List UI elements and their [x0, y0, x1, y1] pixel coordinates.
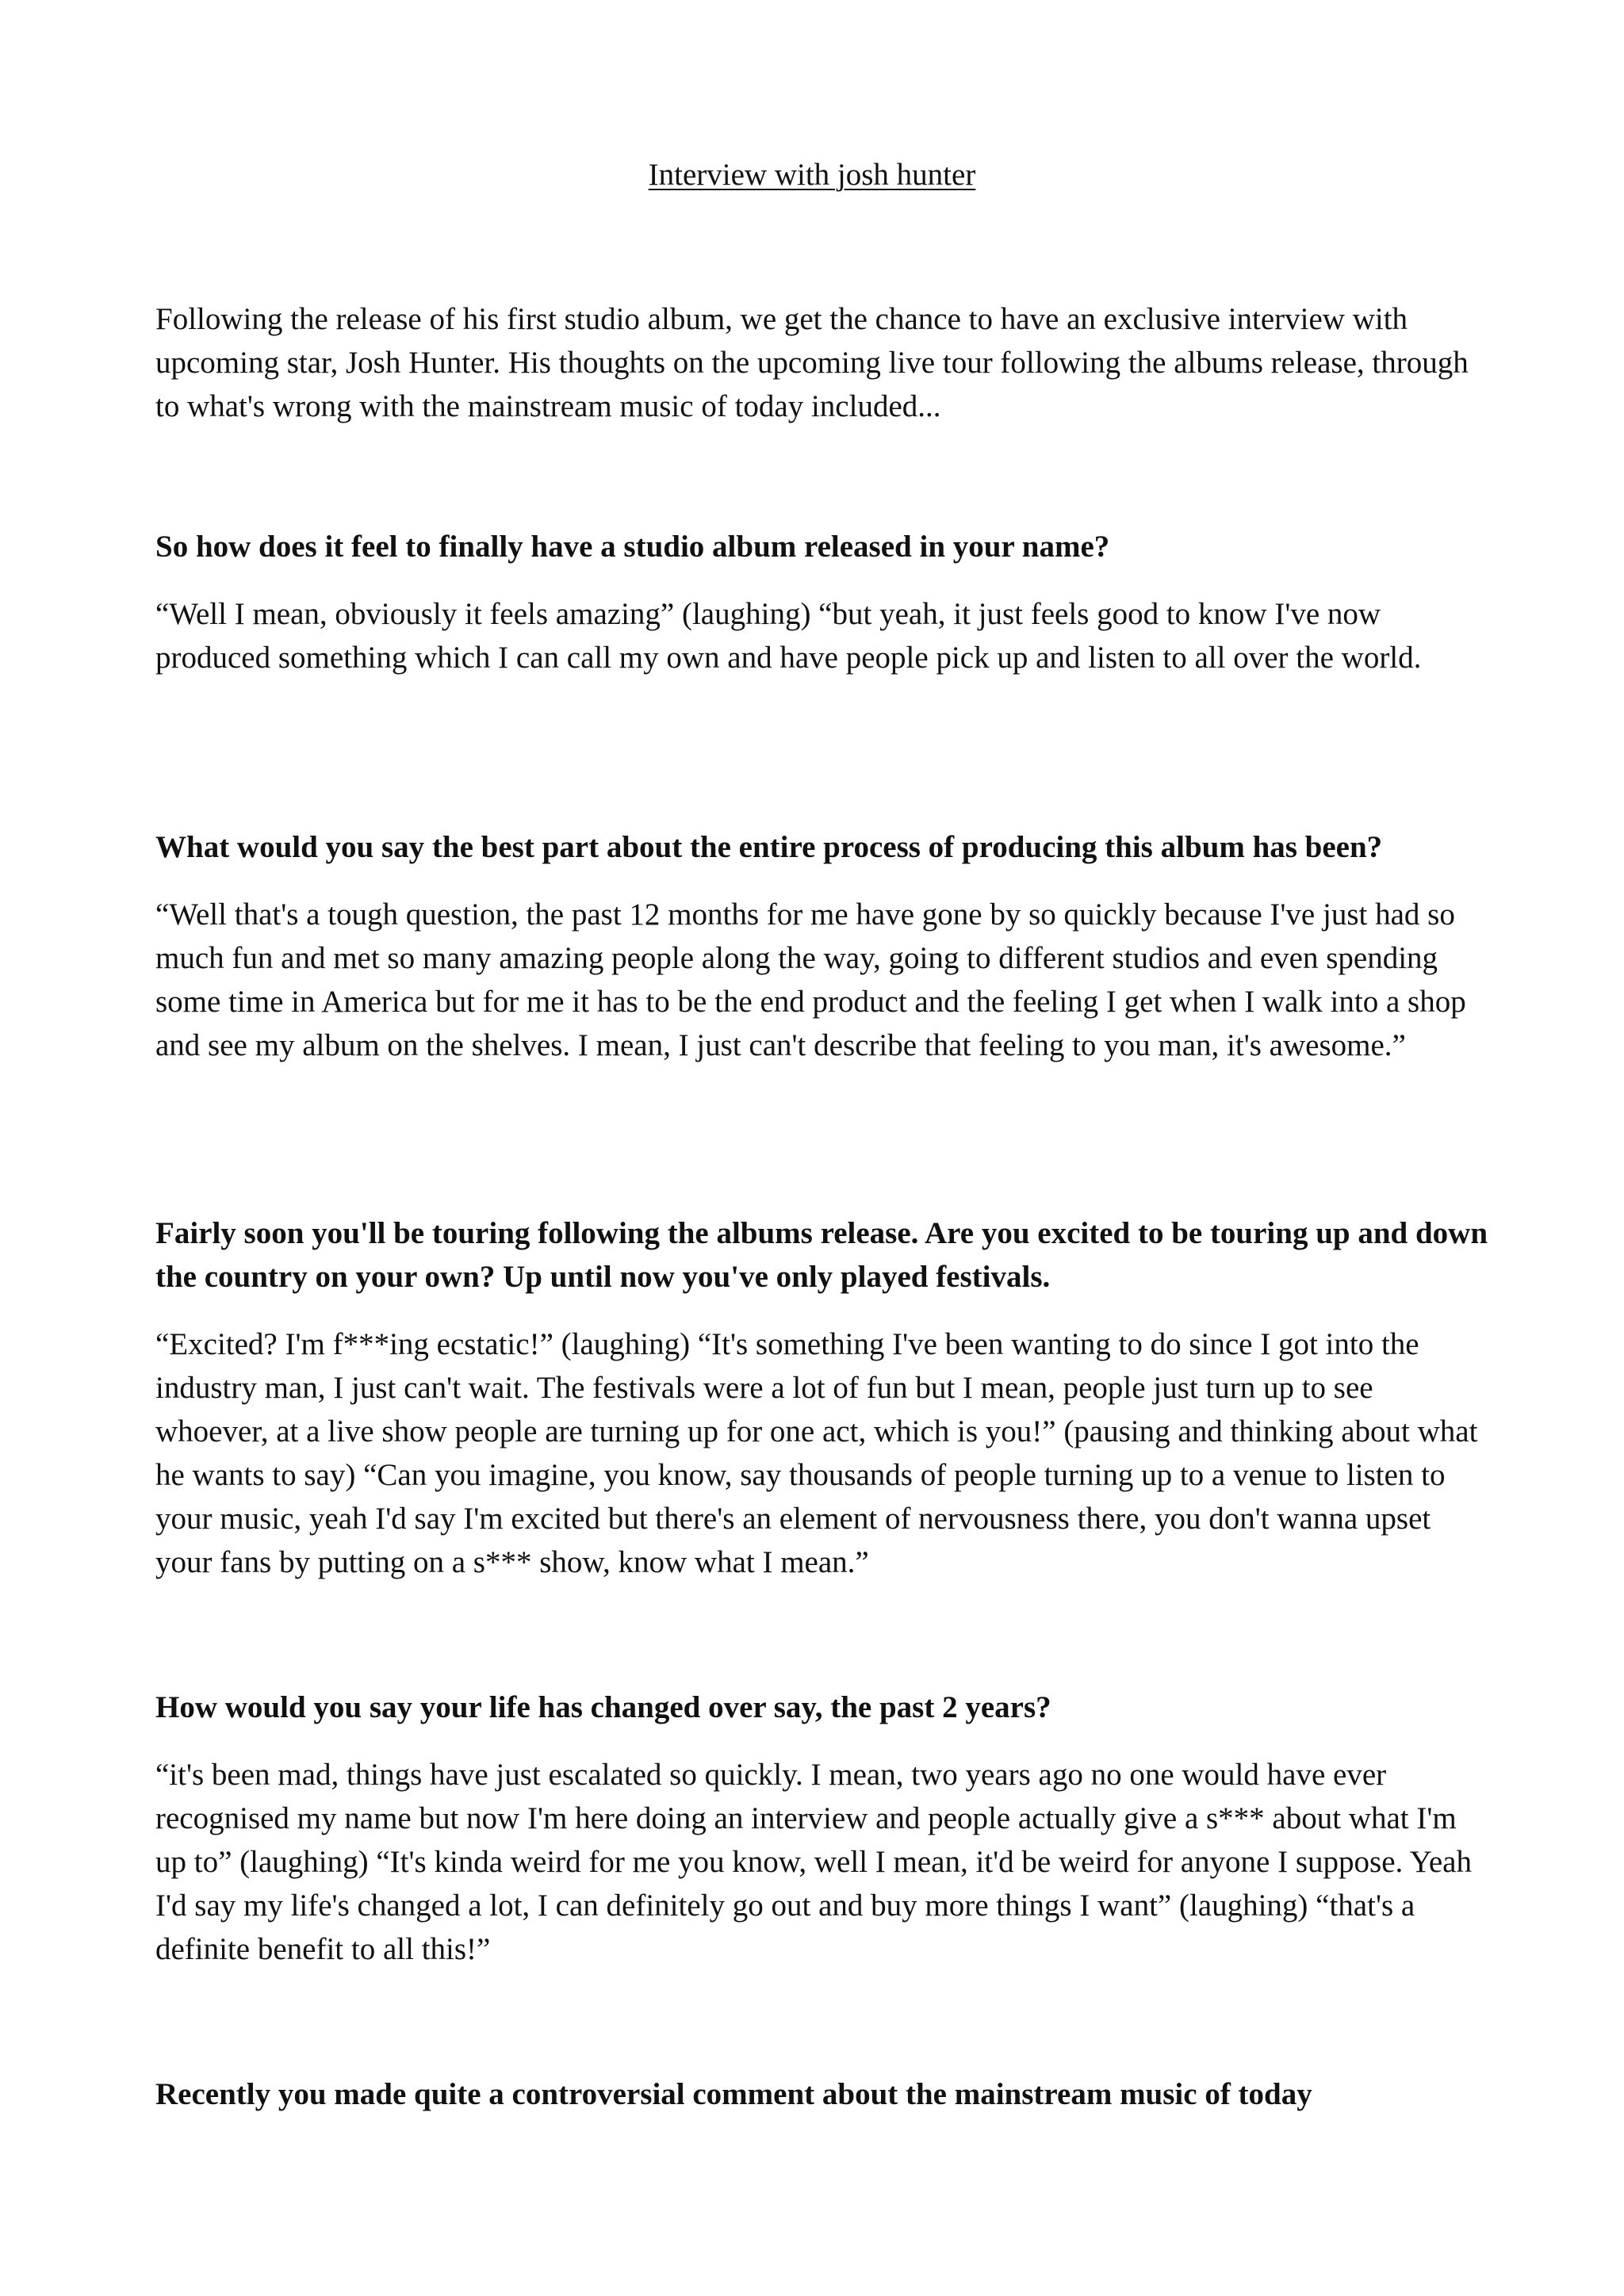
question-text: Recently you made quite a controversial comment about the mainstream music of today: [155, 2077, 1312, 2111]
question-text: What would you say the best part about the entire process of producing this album has been?: [155, 830, 1383, 864]
qa-item: [155, 1686, 1488, 1971]
question-text: So how does it feel to finally have a studio album released in your name?: [155, 530, 1110, 564]
qa-item: [155, 1211, 1488, 1584]
qa-item: [155, 525, 1488, 679]
question-text: Fairly soon you'll be touring following the albums release. Are you excited to be touring up and down the country on your own? Up until now you've only played festivals.: [155, 1216, 1488, 1294]
document-title: Interview with josh hunter: [648, 158, 976, 192]
qa-item: [155, 825, 1488, 1067]
answer-text: “Excited? I'm f***ing ecstatic!” (laughing) “It's something I've been wanting to do since I got into the industry man, I just can't wait. The festivals were a lot of fun but I mean, people just turn up to see whoever, at a live show people are turning up for one act, which is you!” (pausing and thinking about what he wants to say) “Can you imagine, you know, say thousands of people turning up to a venue to listen to your music, yeah I'd say I'm excited but there's an element of nervousness there, you don't wanna upset your fans by putting on a s*** show, know what I mean.”: [155, 1327, 1478, 1579]
intro-text: Following the release of his first studio album, we get the chance to have an exclusive interview with upcoming star, Josh Hunter. His thoughts on the upcoming live tour following the albums release, through to what's wrong with the mainstream music of today included...: [155, 302, 1469, 423]
answer-text: “it's been mad, things have just escalated so quickly. I mean, two years ago no one would have ever recognised my name but now I'm here doing an interview and people actually give a s*** about what I'm up to” (laughing) “It's kinda weird for me you know, well I mean, it'd be weird for anyone I suppose. Yeah I'd say my life's changed a lot, I can definitely go out and buy more things I want” (laughing) “that's a definite benefit to all this!”: [155, 1758, 1472, 1966]
answer-text: “Well that's a tough question, the past 12 months for me have gone by so quickly because I've just had so much fun and met so many amazing people along the way, going to different studios and even spending some time in America but for me it has to be the end product and the feeling I get when I walk into a shop and see my album on the shelves. I mean, I just can't describe that feeling to you man, it's awesome.”: [155, 897, 1466, 1062]
answer-text: “Well I mean, obviously it feels amazing” (laughing) “but yeah, it just feels good to know I've now produced something which I can call my own and have people pick up and listen to all over the world.: [155, 597, 1422, 675]
question-text: How would you say your life has changed over say, the past 2 years?: [155, 1690, 1051, 1724]
intro-paragraph: [155, 297, 1488, 428]
qa-item: [155, 2072, 1488, 2116]
